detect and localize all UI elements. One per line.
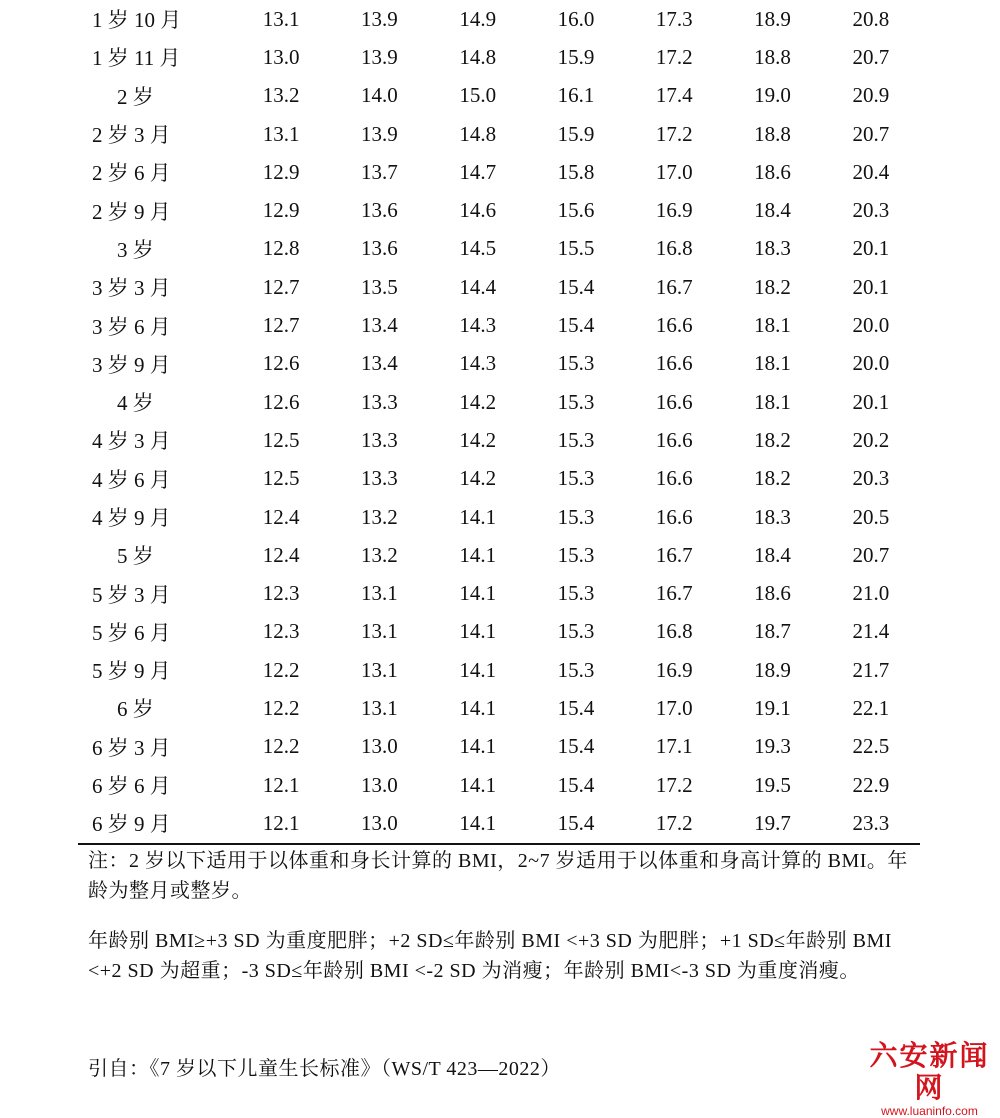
age-cell: 2 岁 bbox=[117, 84, 154, 109]
table-row bbox=[78, 460, 920, 498]
value-cell: 16.9 bbox=[655, 198, 693, 223]
table-row bbox=[78, 689, 920, 727]
age-cell: 4 岁 6 月 bbox=[92, 467, 171, 492]
value-cell: 14.2 bbox=[459, 427, 497, 452]
table-row bbox=[78, 345, 920, 383]
age-cell: 2 岁 6 月 bbox=[92, 161, 171, 186]
value-cell: 16.6 bbox=[655, 351, 693, 376]
value-cell: 19.0 bbox=[754, 83, 791, 108]
value-cell: 16.7 bbox=[655, 274, 693, 299]
value-cell: 14.1 bbox=[459, 542, 497, 567]
watermark-name: 六安新闻网 bbox=[869, 1039, 990, 1104]
age-cell: 2 岁 9 月 bbox=[92, 199, 171, 224]
value-cell: 20.2 bbox=[852, 427, 890, 452]
value-cell: 14.9 bbox=[459, 6, 497, 31]
value-cell: 15.3 bbox=[557, 657, 595, 682]
value-cell: 12.5 bbox=[262, 466, 300, 491]
value-cell: 16.6 bbox=[655, 504, 693, 529]
value-cell: 14.1 bbox=[429, 804, 527, 843]
value-cell: 15.4 bbox=[557, 772, 595, 797]
value-cell: 14.0 bbox=[361, 83, 398, 108]
age-cell: 3 岁 9 月 bbox=[92, 352, 171, 377]
age-cell: 3 岁 3 月 bbox=[92, 276, 171, 301]
age-cell: 3 岁 6 月 bbox=[92, 314, 171, 339]
value-cell: 13.5 bbox=[361, 274, 398, 299]
table-row bbox=[78, 536, 920, 574]
value-cell: 15.3 bbox=[557, 542, 595, 567]
value-cell: 14.2 bbox=[459, 389, 497, 414]
value-cell: 13.6 bbox=[361, 198, 398, 223]
value-cell: 16.8 bbox=[655, 619, 693, 644]
value-cell: 12.9 bbox=[262, 159, 300, 184]
value-cell: 15.9 bbox=[557, 44, 595, 69]
value-cell: 20.0 bbox=[852, 313, 890, 338]
value-cell: 12.7 bbox=[262, 313, 300, 338]
value-cell: 21.7 bbox=[852, 657, 890, 682]
value-cell: 15.9 bbox=[557, 121, 595, 146]
value-cell: 18.3 bbox=[754, 236, 791, 261]
value-cell: 12.5 bbox=[262, 427, 300, 452]
value-cell: 21.4 bbox=[852, 619, 890, 644]
value-cell: 13.6 bbox=[361, 236, 398, 261]
table-row bbox=[78, 115, 920, 153]
value-cell: 18.8 bbox=[754, 121, 791, 146]
value-cell: 14.1 bbox=[459, 504, 497, 529]
value-cell: 18.6 bbox=[754, 581, 791, 606]
table-row bbox=[78, 651, 920, 689]
value-cell: 20.1 bbox=[852, 274, 890, 299]
value-cell: 15.4 bbox=[557, 274, 595, 299]
value-cell: 18.8 bbox=[754, 44, 791, 69]
value-cell: 20.1 bbox=[852, 236, 890, 261]
bmi-table bbox=[78, 0, 920, 845]
value-cell: 18.1 bbox=[754, 351, 791, 376]
value-cell: 16.8 bbox=[655, 236, 693, 261]
value-cell: 18.4 bbox=[754, 198, 791, 223]
value-cell: 12.4 bbox=[262, 542, 300, 567]
value-cell: 14.1 bbox=[459, 695, 497, 720]
value-cell: 15.3 bbox=[557, 504, 595, 529]
value-cell: 20.7 bbox=[852, 542, 890, 567]
table-row bbox=[78, 728, 920, 766]
value-cell: 14.1 bbox=[459, 657, 497, 682]
note-classification bbox=[88, 926, 924, 986]
value-cell: 15.3 bbox=[557, 466, 595, 491]
citation-text: 引自：《7 岁以下儿童生长标准》（WS/T 423—2022） bbox=[88, 1058, 561, 1080]
age-cell: 1 岁 11 月 bbox=[92, 46, 181, 71]
value-cell: 13.3 bbox=[361, 427, 398, 452]
value-cell: 15.0 bbox=[459, 83, 497, 108]
value-cell: 18.9 bbox=[754, 6, 791, 31]
value-cell: 18.1 bbox=[754, 389, 791, 414]
value-cell: 13.3 bbox=[361, 466, 398, 491]
value-cell: 13.2 bbox=[262, 83, 300, 108]
value-cell: 15.3 bbox=[557, 351, 595, 376]
value-cell: 15.3 bbox=[557, 619, 595, 644]
value-cell: 13.2 bbox=[361, 542, 398, 567]
table-row bbox=[78, 574, 920, 612]
value-cell: 18.2 bbox=[754, 466, 791, 491]
value-cell: 18.1 bbox=[754, 313, 791, 338]
age-cell: 5 岁 3 月 bbox=[92, 582, 171, 607]
value-cell: 20.4 bbox=[852, 159, 890, 184]
value-cell: 12.8 bbox=[262, 236, 300, 261]
value-cell: 14.2 bbox=[459, 466, 497, 491]
value-cell: 17.1 bbox=[655, 734, 693, 759]
value-cell: 13.1 bbox=[361, 657, 398, 682]
value-cell: 20.0 bbox=[852, 351, 890, 376]
value-cell: 12.9 bbox=[262, 198, 300, 223]
watermark-url: www.luaninfo.com bbox=[881, 1104, 978, 1118]
value-cell: 13.7 bbox=[361, 159, 398, 184]
value-cell: 14.5 bbox=[459, 236, 497, 261]
value-cell: 12.4 bbox=[262, 504, 300, 529]
value-cell: 17.0 bbox=[655, 159, 693, 184]
watermark-logo bbox=[867, 1040, 992, 1118]
value-cell: 15.8 bbox=[557, 159, 595, 184]
age-cell: 3 岁 bbox=[117, 237, 154, 262]
value-cell: 18.2 bbox=[754, 427, 791, 452]
value-cell: 15.3 bbox=[557, 427, 595, 452]
value-cell: 15.6 bbox=[557, 198, 595, 223]
value-cell: 15.4 bbox=[557, 695, 595, 720]
value-cell: 17.4 bbox=[655, 83, 693, 108]
value-cell: 13.0 bbox=[262, 44, 300, 69]
value-cell: 17.2 bbox=[655, 44, 693, 69]
table-row bbox=[78, 766, 920, 804]
table-row bbox=[78, 613, 920, 651]
value-cell: 17.2 bbox=[655, 121, 693, 146]
table-row bbox=[78, 421, 920, 459]
age-cell: 4 岁 3 月 bbox=[92, 429, 171, 454]
value-cell: 12.6 bbox=[262, 351, 300, 376]
value-cell: 13.4 bbox=[361, 351, 398, 376]
value-cell: 12.1 bbox=[232, 804, 330, 843]
age-cell: 5 岁 9 月 bbox=[92, 659, 171, 684]
value-cell: 13.2 bbox=[361, 504, 398, 529]
value-cell: 20.3 bbox=[852, 466, 890, 491]
value-cell: 20.7 bbox=[852, 44, 890, 69]
table-row bbox=[78, 804, 920, 843]
table-row bbox=[78, 38, 920, 76]
value-cell: 20.3 bbox=[852, 198, 890, 223]
age-cell: 6 岁 3 月 bbox=[92, 735, 171, 760]
value-cell: 13.1 bbox=[361, 695, 398, 720]
value-cell: 20.9 bbox=[852, 83, 890, 108]
table-row bbox=[78, 268, 920, 306]
value-cell: 12.3 bbox=[262, 581, 300, 606]
value-cell: 13.9 bbox=[361, 121, 398, 146]
table-row bbox=[78, 0, 920, 38]
value-cell: 14.1 bbox=[459, 772, 497, 797]
value-cell: 16.0 bbox=[557, 6, 595, 31]
value-cell: 14.1 bbox=[459, 734, 497, 759]
value-cell: 16.6 bbox=[655, 313, 693, 338]
value-cell: 17.2 bbox=[625, 804, 723, 843]
age-cell: 1 岁 10 月 bbox=[92, 8, 182, 33]
age-cell: 5 岁 bbox=[117, 544, 154, 569]
age-cell: 5 岁 6 月 bbox=[92, 620, 171, 645]
value-cell: 18.9 bbox=[754, 657, 791, 682]
value-cell: 15.3 bbox=[557, 581, 595, 606]
value-cell: 12.2 bbox=[262, 734, 300, 759]
value-cell: 15.4 bbox=[557, 734, 595, 759]
value-cell: 16.7 bbox=[655, 542, 693, 567]
value-cell: 18.4 bbox=[754, 542, 791, 567]
value-cell: 13.3 bbox=[361, 389, 398, 414]
value-cell: 13.0 bbox=[361, 772, 398, 797]
value-cell: 22.1 bbox=[852, 695, 890, 720]
note-applicability-text: 注：2 岁以下适用于以体重和身长计算的 BMI，2~7 岁适用于以体重和身高计算的 BMI。年龄为整月或整岁。 bbox=[88, 850, 908, 902]
value-cell: 19.7 bbox=[723, 804, 821, 843]
value-cell: 12.3 bbox=[262, 619, 300, 644]
value-cell: 13.0 bbox=[361, 734, 398, 759]
age-cell: 6 岁 6 月 bbox=[92, 774, 171, 799]
value-cell: 13.9 bbox=[361, 6, 398, 31]
age-cell: 2 岁 3 月 bbox=[92, 123, 171, 148]
table-row bbox=[78, 306, 920, 344]
value-cell: 20.5 bbox=[852, 504, 890, 529]
value-cell: 21.0 bbox=[852, 581, 890, 606]
table-row bbox=[78, 153, 920, 191]
table-row bbox=[78, 191, 920, 229]
value-cell: 22.5 bbox=[852, 734, 890, 759]
value-cell: 18.6 bbox=[754, 159, 791, 184]
value-cell: 13.4 bbox=[361, 313, 398, 338]
value-cell: 13.1 bbox=[262, 121, 300, 146]
value-cell: 16.7 bbox=[655, 581, 693, 606]
value-cell: 20.1 bbox=[852, 389, 890, 414]
value-cell: 14.3 bbox=[459, 313, 497, 338]
value-cell: 14.8 bbox=[459, 121, 497, 146]
value-cell: 15.4 bbox=[527, 804, 625, 843]
value-cell: 15.5 bbox=[557, 236, 595, 261]
table-row bbox=[78, 77, 920, 115]
value-cell: 14.3 bbox=[459, 351, 497, 376]
note-applicability bbox=[88, 846, 924, 906]
value-cell: 19.3 bbox=[754, 734, 791, 759]
value-cell: 18.2 bbox=[754, 274, 791, 299]
age-cell: 4 岁 bbox=[117, 391, 154, 416]
value-cell: 13.1 bbox=[262, 6, 300, 31]
value-cell: 20.7 bbox=[852, 121, 890, 146]
age-cell: 4 岁 9 月 bbox=[92, 506, 171, 530]
value-cell: 13.1 bbox=[361, 619, 398, 644]
value-cell: 14.1 bbox=[459, 581, 497, 606]
table-row bbox=[78, 383, 920, 421]
age-cell: 6 岁 9 月 bbox=[78, 804, 232, 843]
value-cell: 16.1 bbox=[557, 83, 595, 108]
value-cell: 12.1 bbox=[262, 772, 300, 797]
value-cell: 15.4 bbox=[557, 313, 595, 338]
value-cell: 20.8 bbox=[852, 6, 890, 31]
value-cell: 13.1 bbox=[361, 581, 398, 606]
value-cell: 19.5 bbox=[754, 772, 791, 797]
value-cell: 22.9 bbox=[852, 772, 890, 797]
value-cell: 13.0 bbox=[330, 804, 428, 843]
value-cell: 12.2 bbox=[262, 695, 300, 720]
value-cell: 14.6 bbox=[459, 198, 497, 223]
value-cell: 16.9 bbox=[655, 657, 693, 682]
bmi-table-container bbox=[78, 0, 920, 845]
value-cell: 17.2 bbox=[655, 772, 693, 797]
value-cell: 23.3 bbox=[822, 804, 920, 843]
value-cell: 14.8 bbox=[459, 44, 497, 69]
value-cell: 15.3 bbox=[557, 389, 595, 414]
value-cell: 19.1 bbox=[754, 695, 791, 720]
bmi-table-body bbox=[78, 0, 920, 844]
value-cell: 12.2 bbox=[262, 657, 300, 682]
value-cell: 17.3 bbox=[655, 6, 693, 31]
value-cell: 18.3 bbox=[754, 504, 791, 529]
value-cell: 12.6 bbox=[262, 389, 300, 414]
value-cell: 14.7 bbox=[459, 159, 497, 184]
value-cell: 16.6 bbox=[655, 427, 693, 452]
value-cell: 13.9 bbox=[361, 44, 398, 69]
note-classification-text: 年龄别 BMI≥+3 SD 为重度肥胖；+2 SD≤年龄别 BMI <+3 SD 为肥胖；+1 SD≤年龄别 BMI <+2 SD 为超重；-3 SD≤年龄别 BMI <-2 SD 为消瘦；年龄别 BMI<-3 SD 为重度消瘦。 bbox=[88, 930, 892, 982]
table-row bbox=[78, 230, 920, 268]
age-cell: 6 岁 bbox=[117, 697, 154, 722]
value-cell: 18.7 bbox=[754, 619, 791, 644]
value-cell: 17.0 bbox=[655, 695, 693, 720]
value-cell: 14.1 bbox=[459, 619, 497, 644]
value-cell: 12.7 bbox=[262, 274, 300, 299]
table-row bbox=[78, 498, 920, 536]
value-cell: 16.6 bbox=[655, 466, 693, 491]
value-cell: 16.6 bbox=[655, 389, 693, 414]
citation bbox=[88, 1054, 924, 1084]
value-cell: 14.4 bbox=[459, 274, 497, 299]
